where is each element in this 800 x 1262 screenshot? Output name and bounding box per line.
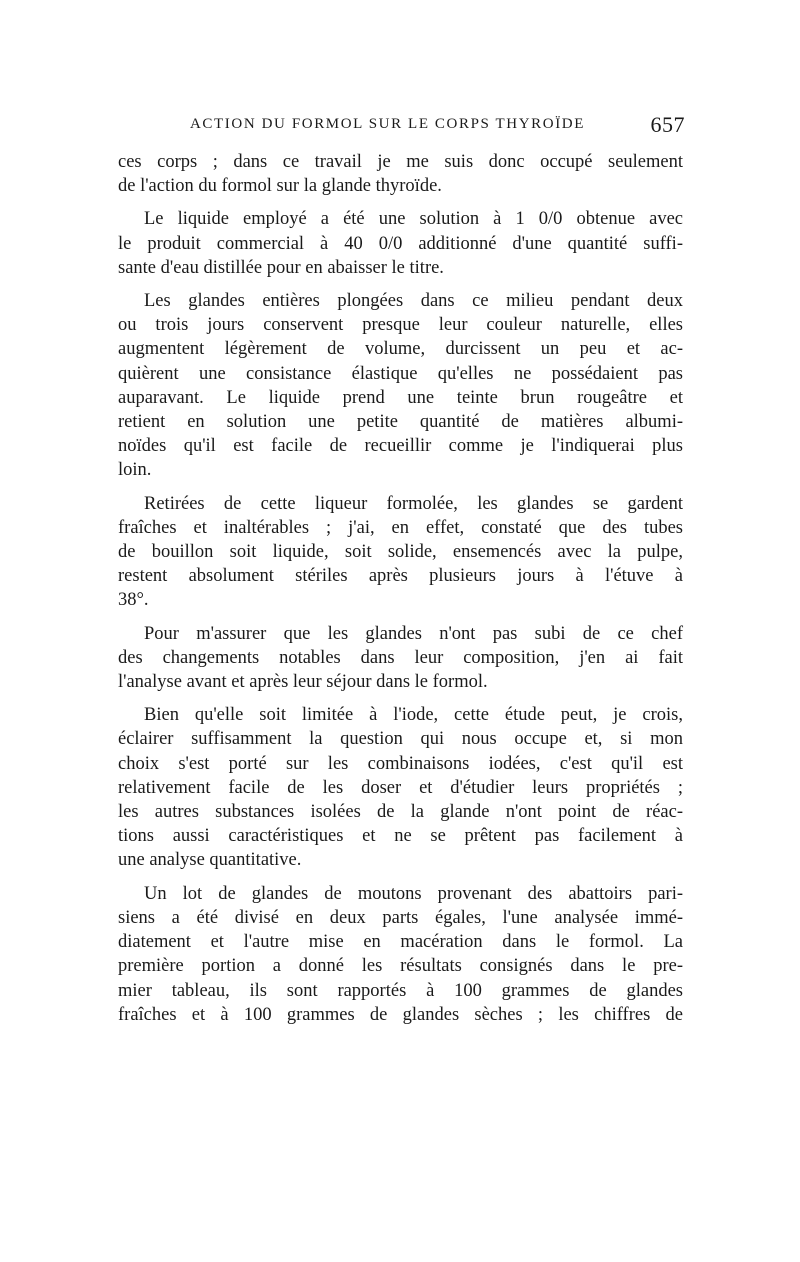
page-number: 657 [650,112,685,137]
page-header [190,112,685,140]
text-line: première portion a donné les résultats consignés dans le pre- [118,956,683,977]
text-line: Les glandes entières plongées dans ce milieu pendant deux [144,291,683,312]
text-line: des changements notables dans leur composition, j'en ai fait [118,647,683,668]
text-line: diatement et l'autre mise en macération dans le formol. La [118,932,683,953]
paragraph [118,703,683,872]
text-line: auparavant. Le liquide prend une teinte brun rougeâtre et [118,387,683,408]
text-line: Le liquide employé a été une solution à 1 0/0 obtenue avec [144,209,683,230]
text-line: ou trois jours conservent presque leur couleur naturelle, elles [118,315,683,336]
paragraph [118,150,683,198]
body-text [118,150,683,1036]
text-line: augmentent légèrement de volume, durcissent un peu et ac- [118,339,683,360]
text-line: Pour m'assurer que les glandes n'ont pas subi de ce chef [144,623,683,644]
text-line: noïdes qu'il est facile de recueillir comme je l'indiquerai plus [118,436,683,457]
paragraph [118,492,683,613]
paragraph [118,622,683,695]
text-line: relativement facile de les doser et d'étudier leurs propriétés ; [118,777,683,798]
text-line: retient en solution une petite quantité de matières albumi- [118,412,683,433]
text-line: l'analyse avant et après leur séjour dans le formol. [118,672,488,693]
text-line: les autres substances isolées de la glande n'ont point de réac- [118,802,683,823]
text-line: loin. [118,460,152,481]
text-line: choix s'est porté sur les combinaisons iodées, c'est qu'il est [118,753,683,774]
text-line: de l'action du formol sur la glande thyroïde. [118,176,442,197]
text-line: tions aussi caractéristiques et ne se prêtent pas facilement à [118,826,683,847]
text-line: de bouillon soit liquide, soit solide, ensemencés avec la pulpe, [118,542,683,563]
text-line: fraîches et inaltérables ; j'ai, en effet, constaté que des tubes [118,517,683,538]
text-line: quièrent une consistance élastique qu'elles ne possédaient pas [118,363,683,384]
text-line: le produit commercial à 40 0/0 additionné d'une quantité suffi- [118,233,683,254]
text-line: ces corps ; dans ce travail je me suis donc occupé seulement [118,152,683,172]
text-line: 38°. [118,590,149,611]
text-line: Un lot de glandes de moutons provenant des abattoirs pari- [144,883,683,904]
paragraph [118,882,683,1027]
text-line: restent absolument stériles après plusieurs jours à l'étuve à [118,566,683,587]
text-line: sante d'eau distillée pour en abaisser le titre. [118,257,444,278]
text-line: Retirées de cette liqueur formolée, les glandes se gardent [144,493,683,514]
text-line: fraîches et à 100 grammes de glandes sèches ; les chiffres de [118,1004,683,1025]
paragraph [118,207,683,280]
text-line: Bien qu'elle soit limitée à l'iode, cette étude peut, je crois, [144,705,683,726]
paragraph [118,289,683,483]
text-line: éclairer suffisamment la question qui nous occupe et, si mon [118,729,683,750]
running-head: ACTION DU FORMOL SUR LE CORPS THYROÏDE [190,116,585,132]
text-line: mier tableau, ils sont rapportés à 100 grammes de glandes [118,980,683,1001]
text-line: siens a été divisé en deux parts égales, l'une analysée immé- [118,907,683,928]
text-line: une analyse quantitative. [118,850,302,871]
